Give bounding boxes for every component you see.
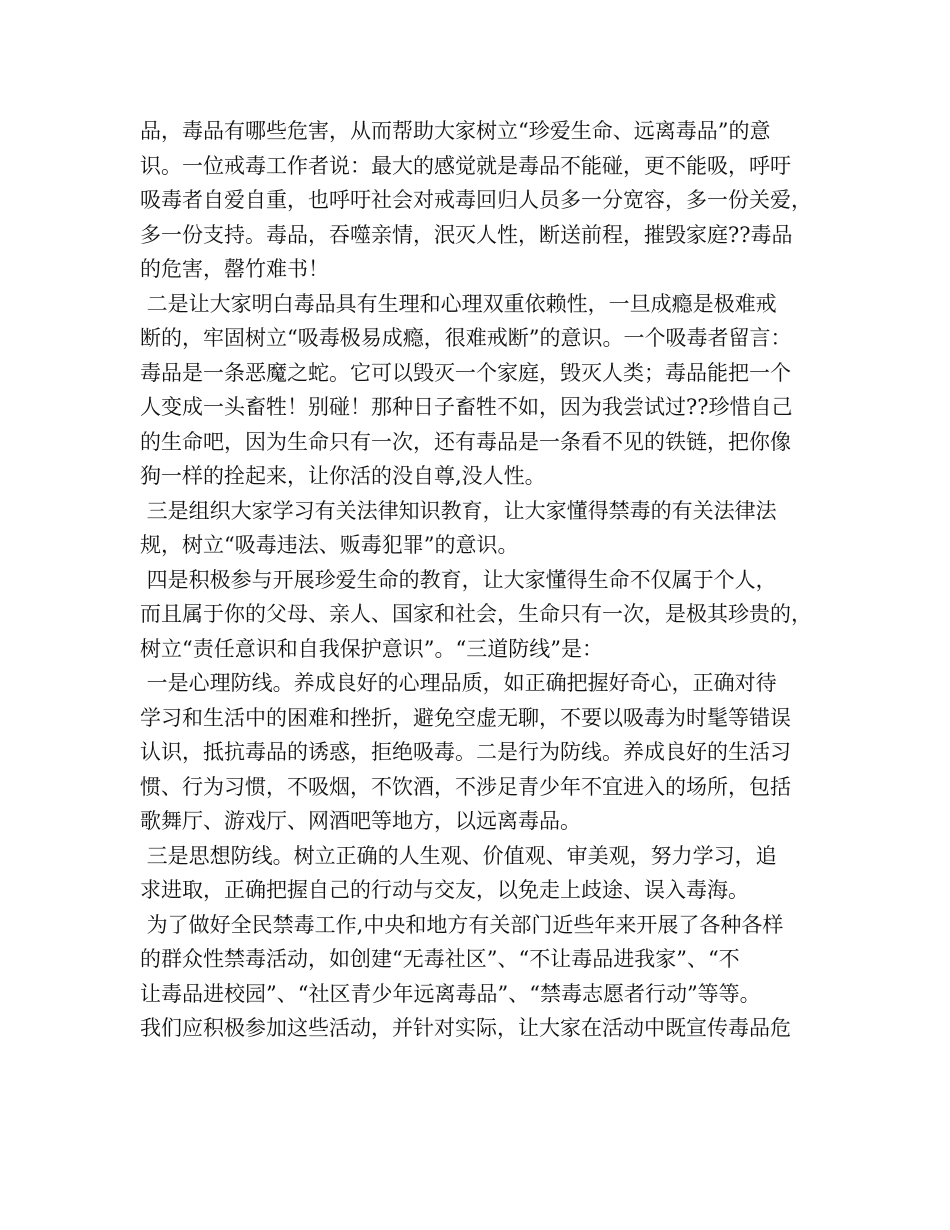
text-line: 毒品是一条恶魔之蛇。它可以毁灭一个家庭，毁灭人类；毒品能把一个	[140, 360, 791, 385]
text-line: 二是让大家明白毒品具有生理和心理双重依赖性，一旦成瘾是极难戒	[140, 291, 777, 316]
text-line: 树立“责任意识和自我保护意识”。“三道防线”是：	[140, 636, 603, 661]
text-line: 惯、行为习惯，不吸烟，不饮酒，不涉足青少年不宜进入的场所，包括	[140, 774, 791, 799]
text-line: 四是积极参与开展珍爱生命的教育，让大家懂得生命不仅属于个人，	[140, 567, 777, 592]
text-line: 三是思想防线。树立正确的人生观、价值观、审美观，努力学习，追	[140, 843, 777, 868]
text-line: 为了做好全民禁毒工作,中央和地方有关部门近些年来开展了各种各样	[140, 912, 784, 937]
text-line: 歌舞厅、游戏厅、网酒吧等地方，以远离毒品。	[140, 809, 581, 833]
text-line: 的危害，罄竹难书！	[140, 257, 329, 281]
text-line: 断的，牢固树立“吸毒极易成瘾，很难戒断”的意识。一个吸毒者留言：	[140, 326, 792, 350]
text-line: 求进取，正确把握自己的行动与交友，以免走上歧途、误入毒海。	[140, 878, 749, 902]
text-line: 我们应积极参加这些活动，并针对实际，让大家在活动中既宣传毒品危	[140, 1016, 791, 1040]
text-line: 认识，抵抗毒品的诱惑，拒绝吸毒。二是行为防线。养成良好的生活习	[140, 740, 791, 764]
text-line: 而且属于你的父母、亲人、国家和社会，生命只有一次，是极其珍贵的，	[140, 602, 812, 626]
text-line: 规，树立“吸毒违法、贩毒犯罪”的意识。	[140, 533, 519, 557]
text-line: 品，毒品有哪些危害，从而帮助大家树立“珍爱生命、远离毒品”的意	[140, 119, 771, 143]
text-line: 狗一样的拴起来，让你活的没自尊,没人性。	[140, 464, 546, 488]
text-line: 人变成一头畜牲！别碰！那种日子畜牲不如，因为我尝试过??珍惜自己	[140, 395, 793, 419]
text-line: 多一份支持。毒品，吞噬亲情，泯灭人性，断送前程，摧毁家庭??毒品	[140, 222, 793, 247]
document-body	[140, 114, 830, 1046]
text-line: 一是心理防线。养成良好的心理品质，如正确把握好奇心，正确对待	[140, 671, 777, 695]
text-line: 吸毒者自爱自重，也呼吁社会对戒毒回归人员多一分宽容，多一份关爱，	[140, 188, 812, 212]
text-line: 的群众性禁毒活动，如创建“无毒社区”、“不让毒品进我家”、“不	[140, 947, 740, 971]
text-line: 三是组织大家学习有关法律知识教育，让大家懂得禁毒的有关法律法	[140, 498, 777, 523]
text-line: 的生命吧，因为生命只有一次，还有毒品是一条看不见的铁链，把你像	[140, 429, 791, 454]
text-line: 学习和生活中的困难和挫折，避免空虚无聊，不要以吸毒为时髦等错误	[140, 705, 791, 730]
text-line: 让毒品进校园”、“社区青少年远离毒品”、“禁毒志愿者行动”等等。	[140, 981, 761, 1006]
text-line: 识。一位戒毒工作者说：最大的感觉就是毒品不能碰，更不能吸，呼吁	[140, 153, 791, 178]
